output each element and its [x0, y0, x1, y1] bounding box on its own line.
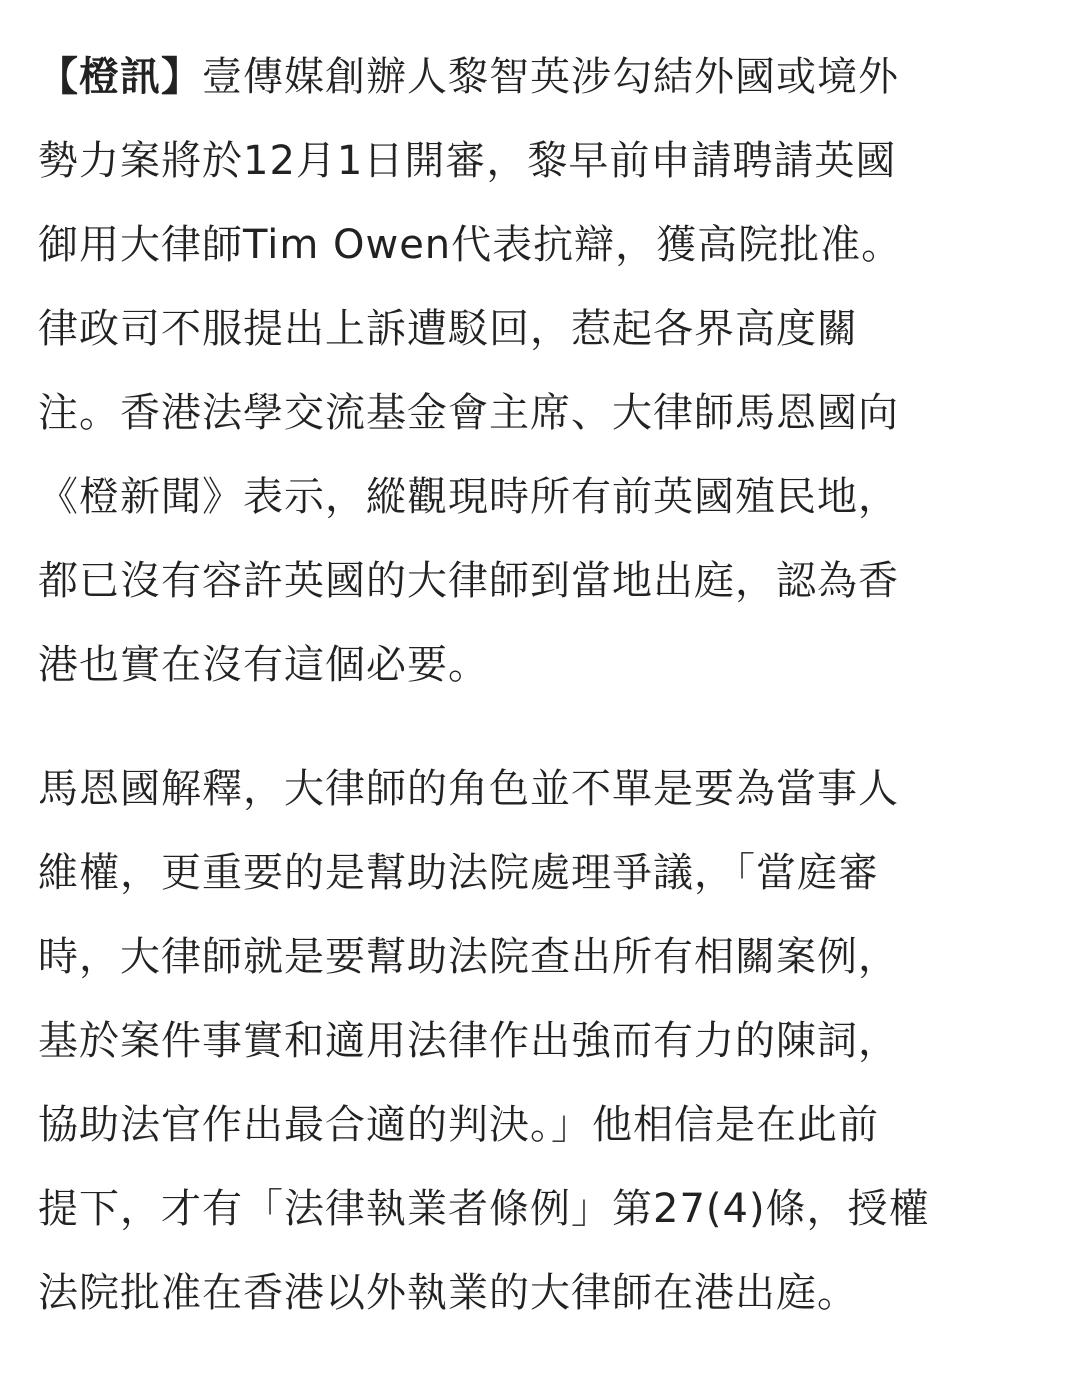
paragraph-line: 法院批准在香港以外執業的大律師在港出庭。	[38, 1270, 858, 1316]
paragraph-spacer	[38, 712, 1076, 752]
dateline: 【橙訊】	[38, 54, 202, 100]
paragraph-line: 《橙新聞》表示，縱觀現時所有前英國殖民地，	[38, 474, 899, 520]
paragraph-line-text: 壹傳媒創辦人黎智英涉勾結外國或境外	[202, 54, 899, 100]
article-paragraph-2	[38, 752, 1076, 1340]
paragraph-line: 律政司不服提出上訴遭駁回，惹起各界高度關	[38, 306, 858, 352]
paragraph-line: 勢力案將於12月1日開審，黎早前申請聘請英國	[38, 138, 897, 184]
paragraph-line: 維權，更重要的是幫助法院處理爭議，「當庭審	[38, 850, 879, 896]
paragraph-line: 都已沒有容許英國的大律師到當地出庭，認為香	[38, 558, 899, 604]
paragraph-line	[38, 40, 1076, 124]
paragraph-line: 馬恩國解釋，大律師的角色並不單是要為當事人	[38, 766, 899, 812]
paragraph-line: 注。香港法學交流基金會主席、大律師馬恩國向	[38, 390, 899, 436]
paragraph-line: 基於案件事實和適用法律作出強而有力的陳詞，	[38, 1018, 899, 1064]
paragraph-line: 御用大律師Tim Owen代表抗辯，獲高院批准。	[38, 222, 903, 268]
paragraph-line: 協助法官作出最合適的判決。」他相信是在此前	[38, 1102, 879, 1148]
paragraph-line: 時，大律師就是要幫助法院查出所有相關案例，	[38, 934, 899, 980]
article-paragraph-1	[38, 40, 1076, 712]
paragraph-line: 港也實在沒有這個必要。	[38, 642, 489, 688]
paragraph-line: 提下，才有「法律執業者條例」第27(4)條，授權	[38, 1186, 930, 1232]
